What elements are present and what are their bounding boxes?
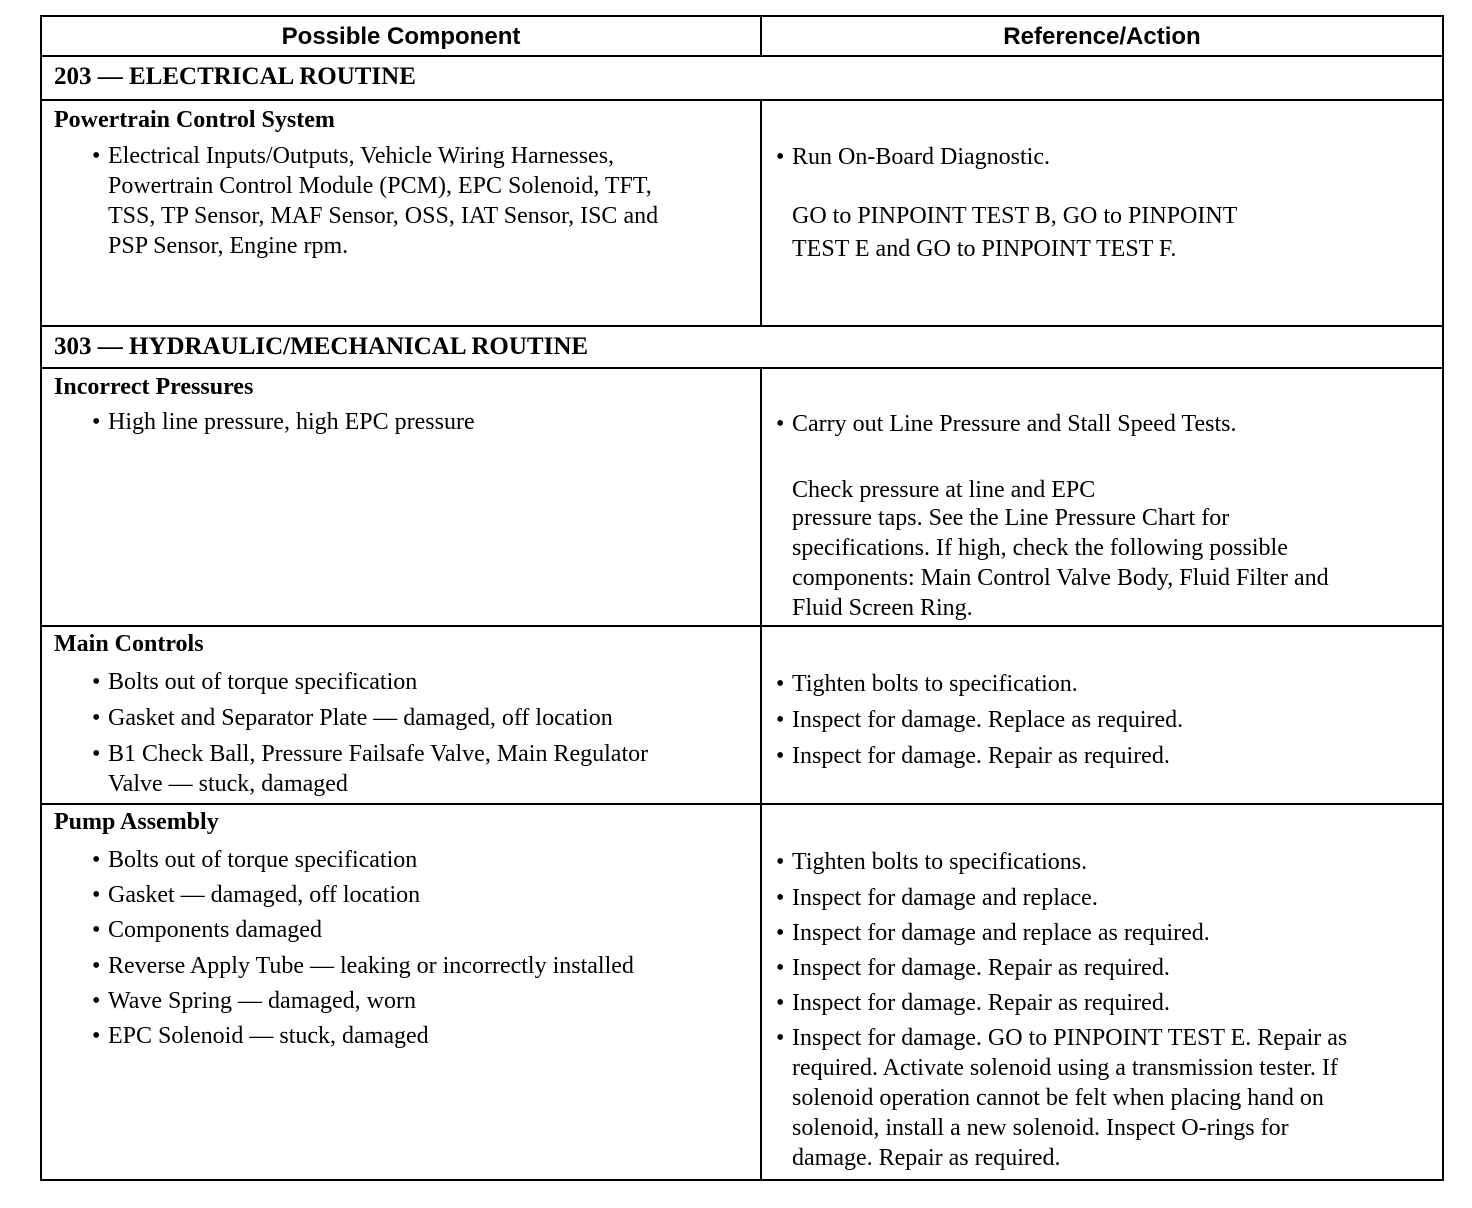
bullet-icon: • (776, 707, 785, 733)
action-item: • Run On-Board Diagnostic. (776, 144, 1050, 170)
bullet-icon: • (92, 953, 101, 979)
list-item: • Reverse Apply Tube — leaking or incorrectly installed (92, 953, 634, 979)
action-item: • Inspect for damage. Repair as required. (776, 990, 1170, 1016)
bullet-icon: • (776, 671, 785, 697)
action-item: • Inspect for damage. Replace as required. (776, 707, 1184, 733)
table-row-pump-assembly (40, 805, 1444, 1181)
section-row-hydraulic (40, 327, 1444, 369)
bullet-icon: • (92, 1023, 101, 1049)
bullet-icon: • (776, 955, 785, 981)
table-row-main-controls (40, 627, 1444, 805)
table-row-powertrain (40, 101, 1444, 327)
bullet-icon: • (92, 882, 101, 908)
section-row-electrical (40, 57, 1444, 101)
list-item: • Gasket — damaged, off location (92, 882, 421, 908)
bullet-icon: • (92, 741, 101, 767)
bullet-icon: • (776, 411, 785, 437)
column-header-possible-component: Possible Component (42, 17, 762, 55)
action-note: Check pressure at line and EPC pressure taps. See the Line Pressure Chart for specifications. If high, check the following possible components: Main Control Valve Body, Fluid Filter and Fluid Screen Ring. (792, 477, 1329, 621)
action-note: GO to PINPOINT TEST B, GO to PINPOINT TEST E and GO to PINPOINT TEST F. (792, 203, 1238, 262)
action-item: • Inspect for damage and replace. (776, 885, 1098, 911)
list-item: • EPC Solenoid — stuck, damaged (92, 1023, 429, 1049)
section-title: 303 — HYDRAULIC/MECHANICAL ROUTINE (54, 333, 589, 360)
group-title: Powertrain Control System (54, 107, 335, 133)
list-item: • Bolts out of torque specification (92, 847, 418, 873)
bullet-icon: • (92, 847, 101, 873)
action-item: • Tighten bolts to specification. (776, 671, 1078, 697)
table-header-row (40, 15, 1444, 57)
bullet-icon: • (776, 920, 785, 946)
bullet-icon: • (92, 143, 101, 169)
table-row-incorrect-pressures (40, 369, 1444, 627)
list-item: • Gasket and Separator Plate — damaged, off location (92, 705, 613, 731)
group-title: Incorrect Pressures (54, 374, 254, 400)
action-item: • Tighten bolts to specifications. (776, 849, 1088, 875)
group-title: Main Controls (54, 631, 204, 657)
group-title: Pump Assembly (54, 809, 219, 835)
diagnostic-table (40, 15, 1444, 1181)
action-item: • Inspect for damage and replace as required. (776, 920, 1210, 946)
bullet-icon: • (92, 917, 101, 943)
list-item: • High line pressure, high EPC pressure (92, 409, 475, 435)
list-item: • Electrical Inputs/Outputs, Vehicle Wiring Harnesses, Powertrain Control Module (PCM), EPC Solenoid, TFT, TSS, TP Sensor, MAF Sensor, OSS, IAT Sensor, ISC and PSP Sensor, Engine rpm. (92, 143, 659, 259)
bullet-icon: • (92, 705, 101, 731)
list-item: • Wave Spring — damaged, worn (92, 988, 416, 1014)
column-header-reference-action: Reference/Action (1003, 23, 1201, 50)
list-item: • Bolts out of torque specification (92, 669, 418, 695)
action-item: • Inspect for damage. GO to PINPOINT TEST E. Repair as required. Activate solenoid using a transmission tester. If solenoid operation cannot be felt when placing hand on solenoid, install a new solenoid. Inspect O-rings for damage. Repair as required. (776, 1025, 1348, 1171)
bullet-icon: • (776, 1025, 785, 1051)
list-item: • Components damaged (92, 917, 322, 943)
list-item: • B1 Check Ball, Pressure Failsafe Valve, Main Regulator Valve — stuck, damaged (92, 741, 649, 797)
bullet-icon: • (92, 409, 101, 435)
bullet-icon: • (776, 144, 785, 170)
section-title: 203 — ELECTRICAL ROUTINE (54, 63, 416, 90)
action-item: • Inspect for damage. Repair as required. (776, 955, 1170, 981)
action-item: • Carry out Line Pressure and Stall Speed Tests. (776, 411, 1237, 437)
bullet-icon: • (776, 885, 785, 911)
bullet-icon: • (776, 743, 785, 769)
bullet-icon: • (92, 988, 101, 1014)
bullet-icon: • (776, 990, 785, 1016)
bullet-icon: • (776, 849, 785, 875)
bullet-icon: • (92, 669, 101, 695)
action-item: • Inspect for damage. Repair as required. (776, 743, 1170, 769)
